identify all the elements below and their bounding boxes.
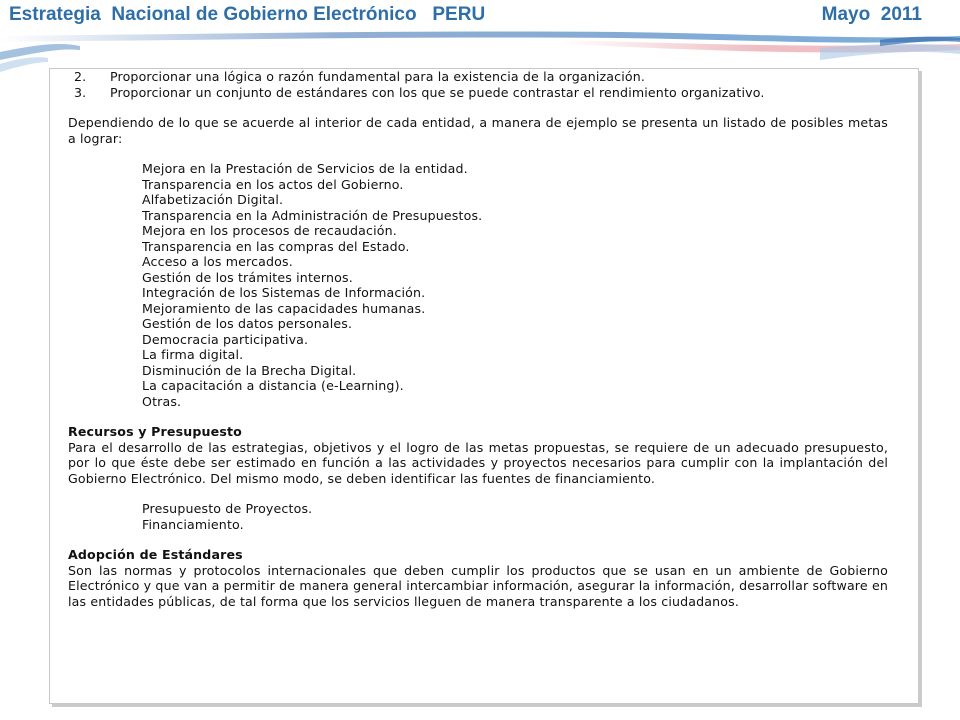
standards-paragraph: Son las normas y protocolos internacionales que deben cumplir los productos que se usan en un ambiente de Gobierno Electrónico y que van a permitir de manera general intercambiar información, asegurar la información, desarrollar software en las entidades públicas, de tal forma que los servicios lleguen de manera transparente a los ciudadanos. <box>68 562 888 609</box>
header-title: Estrategia Nacional de Gobierno Electrónico PERU <box>9 4 486 25</box>
list-item: Integración de los Sistemas de Información. <box>142 285 426 300</box>
goals-intro-paragraph: Dependiendo de lo que se acuerde al interior de cada entidad, a manera de ejemplo se presenta un listado de posibles metas a lograr: <box>68 115 888 146</box>
list-item: Acceso a los mercados. <box>142 254 293 269</box>
list-item: La capacitación a distancia (e-Learning). <box>142 378 404 393</box>
list-item: Mejora en la Prestación de Servicios de la entidad. <box>142 161 468 176</box>
list-item: Mejoramiento de las capacidades humanas. <box>142 300 426 316</box>
list-item: Financiamiento. <box>142 516 244 532</box>
list-item: Otras. <box>142 393 182 409</box>
document-content <box>68 69 888 609</box>
list-item: Transparencia en la Administración de Presupuestos. <box>142 207 483 223</box>
goals-list <box>68 161 888 409</box>
document-page <box>49 68 919 704</box>
list-item: Transparencia en los actos del Gobierno. <box>142 176 404 192</box>
resources-heading: Recursos y Presupuesto <box>68 424 242 439</box>
standards-heading: Adopción de Estándares <box>68 547 243 562</box>
item-number: 3. <box>74 84 87 100</box>
list-item: Transparencia en las compras del Estado. <box>142 238 410 254</box>
numbered-item-3 <box>68 85 888 101</box>
list-item: La firma digital. <box>142 347 244 362</box>
list-item: Democracia participativa. <box>142 331 309 347</box>
list-item: Mejora en los procesos de recaudación. <box>142 223 397 238</box>
numbered-item-2 <box>68 69 888 85</box>
budget-items-list <box>68 501 888 532</box>
list-item: Gestión de los datos personales. <box>142 316 353 331</box>
item-number: 2. <box>74 69 87 84</box>
item-text: Proporcionar una lógica o razón fundamental para la existencia de la organización. <box>110 69 646 84</box>
resources-paragraph: Para el desarrollo de las estrategias, objetivos y el logro de las metas propuestas, se requiere de un adecuado presupuesto, por lo que éste debe ser estimado en función a las actividades y proyectos necesarios para cumplir con la implantación del Gobierno Electrónico. Del mismo modo, se deben identificar las fuentes de financiamiento. <box>68 439 888 486</box>
item-text: Proporcionar un conjunto de estándares con los que se puede contrastar el rendimiento organizativo. <box>110 84 765 100</box>
list-item: Alfabetización Digital. <box>142 192 284 207</box>
header-date: Mayo 2011 <box>821 4 922 25</box>
list-item: Gestión de los trámites internos. <box>142 269 353 285</box>
list-item: Presupuesto de Proyectos. <box>142 501 313 516</box>
list-item: Disminución de la Brecha Digital. <box>142 362 357 378</box>
